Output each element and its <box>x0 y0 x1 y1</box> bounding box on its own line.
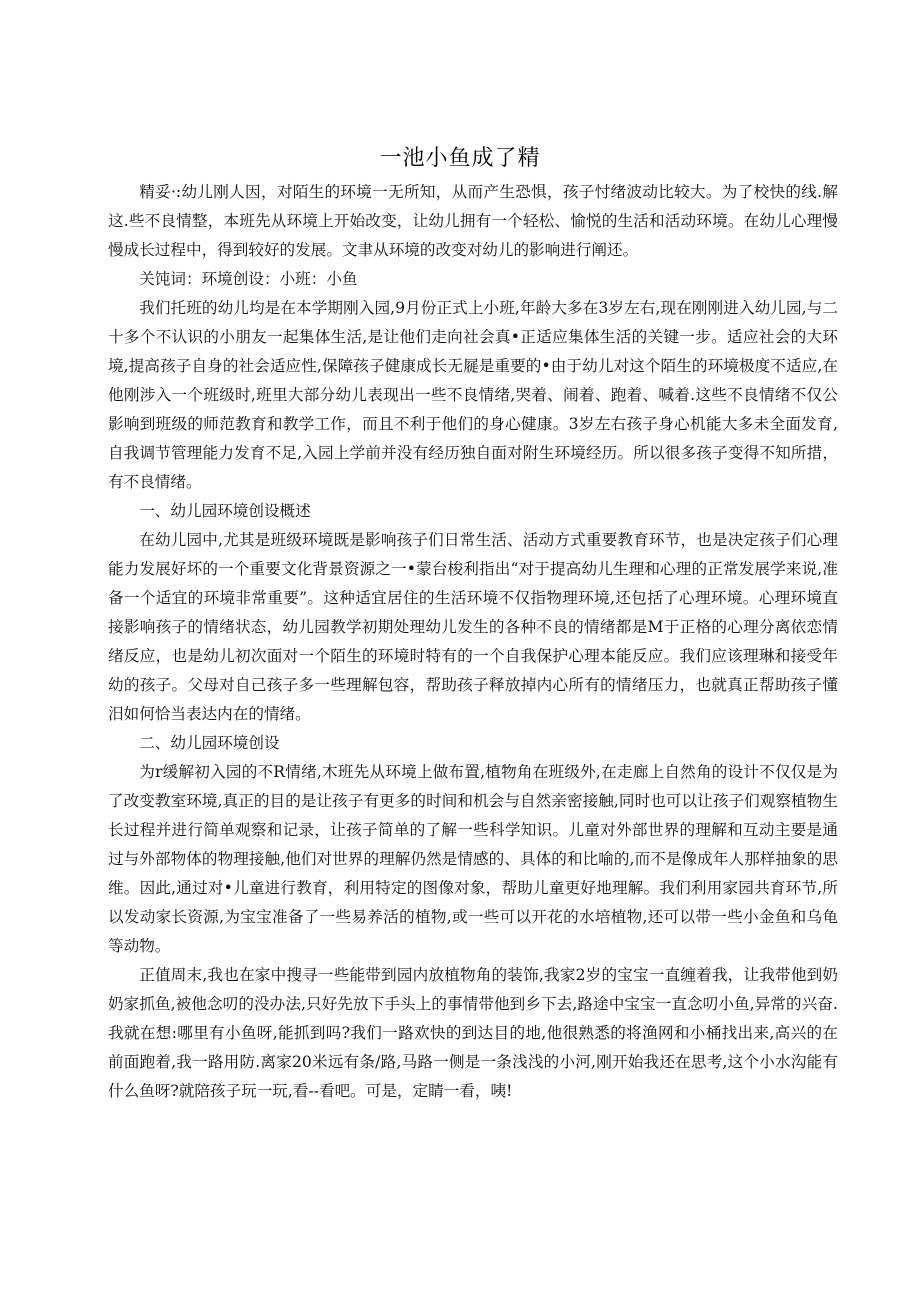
document-title: 一池小鱼成了精 <box>379 146 541 171</box>
keywords-line: 关饨词：环境创设：小班：小鱼 <box>139 270 358 288</box>
intro-paragraph: 我们托班的幼儿均是在本学期刚入园,9月份正式上小班,年龄大多在3岁左右,现在刚刚进入幼儿园,与二十多个不认识的小朋友一起集体生活,是让他们走向社会真•正适应集体生活的关键一步。适应社会的大环境,提高孩子自身的社会适应性,保障孩子健康成长无屣是重要的•由于幼儿对这个陌生的环境极度不适应,在他刚涉入一个班级时,班里大部分幼儿表现出一些不良情绪,哭着、闹着、跑着、喊着.这些不良情绪不仅公影响到班级的师范教育和教学工作，而且不利于他们的身心健康。3岁左右孩子身心机能大多未全面发育,自我调节管理能力发育不足,入园上学前并没有经历独自面对附生环境经历。所以很多孩子变得不知所措，有不良情绪。 <box>108 299 838 491</box>
section2-paragraph-2: 正值周末,我也在家中搜寻一些能带到园内放植物角的装饰,我家2岁的宝宝一直缠着我，让我带他到奶奶家抓鱼,被他念叨的没办法,只好先放下手头上的事情带他到乡下去,路途中宝宝一直念叨小鱼,异常的兴奋.我就在想:哪里有小鱼呀,能抓到吗?我们一路欢快的到达目的地,他很熟悉的将渔网和小桶找出来,高兴的在前面跑着,我一路用防.离家20米远有条/路,马路一侧是一条浅浅的小河,刚开始我还在思考,这个小水沟能有什么鱼呀?就陪孩子玩一玩,看--看吧。可是，定睛一看，咦! <box>108 966 838 1100</box>
section1-heading: 一、幼儿园环境创设概述 <box>139 502 311 520</box>
section2-heading: 二、幼儿园环境创设 <box>139 734 280 752</box>
document-body <box>108 178 838 1106</box>
abstract-paragraph: 精妥·:幼儿刚人因，对陌生的环境一无所知，从而产生恐惧，孩子忖绪波动比较大。为了校快的线.解这.些不良情整，本班先从环境上开始改变，让幼儿拥有一个轻松、愉悦的生活和活动环境。在幼儿心理慢慢成长过程中，得到较好的发展。文聿从环境的改变对幼儿的影响进行阐还。 <box>108 183 838 259</box>
section1-paragraph: 在幼儿园中,尤其是班级环境既是影响孩子们日常生活、活动方式重要教育环节，也是决定孩子们心理能力发展好坏的一个重要文化背景资源之一•蒙台梭利指出“对于提高幼儿生理和心理的正常发展学来说,准备一个适宜的环境非常重要”。这种适宜居住的生活环境不仅指物理环境,还包括了心理环境。心理环境直接影响孩子的情绪状态，幼儿园教学初期处理幼儿发生的各种不良的情绪都是M于正格的心理分离依恋情绪反应，也是幼儿初次面对一个陌生的环境时特有的一个自我保护心理本能反应。我们应该理琳和接受年幼的孩子。父母对自己孩子多一些理解包容，帮助孩子释放掉内心所有的情绪压力，也就真正帮助孩子懂汨如何恰当表达内在的情绪。 <box>108 531 838 723</box>
section2-paragraph-1: 为r缓解初入园的不R情绪,木班先从环境上做布置,植物角在班级外,在走廊上自然角的设计不仅仅是为了改变教室环境,真正的目的是让孩子有更多的时间和机会与自然亲密接触,同时也可以让孩子们观察植物生长过程并进行简单观察和记录，让孩子简单的了解一些科学知识。儿童对外部世界的理解和互动主要是通过与外部物体的物理接触,他们对世界的理解仍然是情感的、具体的和比喻的,而不是像成年人那样抽象的思维。因此,通过对•儿童进行教育，利用特定的图像对象，帮助儿童更好地理解。我们利用家园共育环节,所以发动家长资源,为宝宝准备了一些易养活的植物,或一些可以开花的水培植物,还可以带一些小金鱼和乌龟等动物。 <box>108 763 838 955</box>
